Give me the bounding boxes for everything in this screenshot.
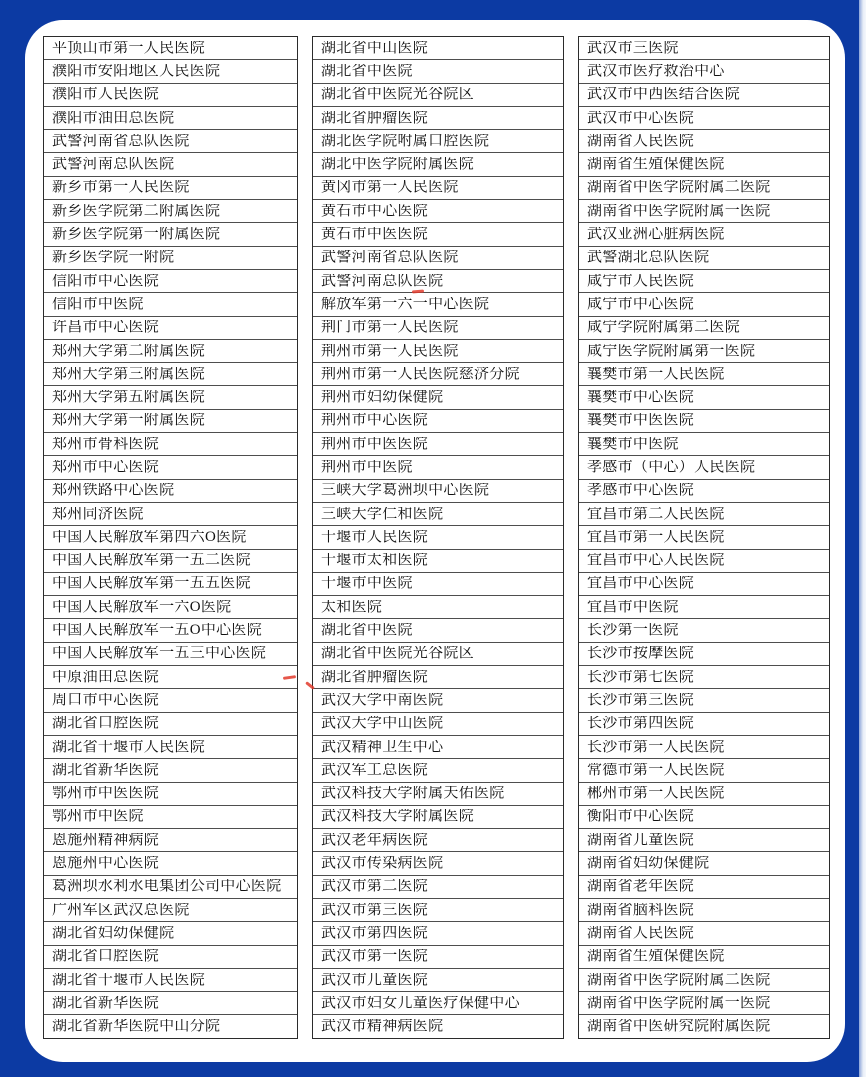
hospital-name: 武汉精神卫生中心 bbox=[321, 739, 444, 755]
hospital-name: 咸宁市中心医院 bbox=[587, 296, 695, 312]
table-row bbox=[579, 759, 829, 782]
hospital-name: 湖北省中医院 bbox=[321, 623, 413, 639]
table-row bbox=[44, 596, 297, 619]
table-row bbox=[579, 200, 829, 223]
table-row bbox=[44, 480, 297, 503]
table-row bbox=[579, 456, 829, 479]
table-row bbox=[44, 783, 297, 806]
table-row bbox=[313, 433, 563, 456]
hospital-name: 武汉军工总医院 bbox=[321, 762, 429, 778]
hospital-name: 宜昌市中医院 bbox=[587, 599, 679, 615]
hospital-name: 湖北省肿瘤医院 bbox=[321, 110, 429, 126]
table-row bbox=[313, 130, 563, 153]
hospital-name: 湖北省十堰市人民医院 bbox=[52, 972, 206, 988]
table-row bbox=[579, 386, 829, 409]
hospital-name: 武汉科技大学附属天佑医院 bbox=[321, 786, 505, 802]
table-row bbox=[313, 386, 563, 409]
hospital-name: 武汉市儿童医院 bbox=[321, 972, 429, 988]
table-row bbox=[579, 550, 829, 573]
hospital-name: 武警河南总队医院 bbox=[52, 157, 175, 173]
table-row bbox=[313, 969, 563, 992]
table-row bbox=[44, 1015, 297, 1037]
hospital-name: 新乡医学院第一附属医院 bbox=[52, 227, 221, 243]
hospital-name: 武警河南省总队医院 bbox=[321, 250, 459, 266]
table-row bbox=[44, 37, 297, 60]
hospital-name: 新乡医学院第二附属医院 bbox=[52, 203, 221, 219]
hospital-name: 解放军第一六一中心医院 bbox=[321, 296, 490, 312]
hospital-name: 周口市中心医院 bbox=[52, 692, 160, 708]
table-row bbox=[579, 876, 829, 899]
table-row bbox=[579, 783, 829, 806]
hospital-name: 信阳市中医院 bbox=[52, 296, 144, 312]
table-row bbox=[313, 107, 563, 130]
table-row bbox=[44, 526, 297, 549]
table-row bbox=[579, 643, 829, 666]
table-row bbox=[313, 550, 563, 573]
hospital-name: 长沙市第四医院 bbox=[587, 716, 695, 732]
hospital-name: 恩施州中心医院 bbox=[52, 856, 160, 872]
table-row bbox=[44, 153, 297, 176]
hospital-name: 襄樊市中医医院 bbox=[587, 413, 695, 429]
hospital-name: 中国人民解放军一五三中心医院 bbox=[52, 646, 267, 662]
hospital-name: 荆门市第一人民医院 bbox=[321, 320, 459, 336]
table-row bbox=[313, 643, 563, 666]
hospital-name: 郑州市中心医院 bbox=[52, 459, 160, 475]
hospital-name: 武汉老年病医院 bbox=[321, 832, 429, 848]
table-row bbox=[579, 363, 829, 386]
hospital-name: 武警河南总队医院 bbox=[321, 273, 444, 289]
hospital-name: 湖北医学院咐属口腔医院 bbox=[321, 133, 490, 149]
table-row bbox=[44, 107, 297, 130]
hospital-name: 湖南省中医学院附属一医院 bbox=[587, 203, 771, 219]
table-row bbox=[44, 969, 297, 992]
table-row bbox=[579, 806, 829, 829]
table-row bbox=[579, 1015, 829, 1037]
hospital-name: 荆州市中心医院 bbox=[321, 413, 429, 429]
table-row bbox=[313, 270, 563, 293]
table-row bbox=[44, 200, 297, 223]
table-row bbox=[579, 60, 829, 83]
table-row bbox=[44, 247, 297, 270]
table-row bbox=[313, 829, 563, 852]
table-row bbox=[44, 852, 297, 875]
hospital-name: 湖北省口腔医院 bbox=[52, 949, 160, 965]
hospital-name: 宜昌市第二人民医院 bbox=[587, 506, 725, 522]
table-row bbox=[579, 293, 829, 316]
hospital-name: 宜昌市中心医院 bbox=[587, 576, 695, 592]
hospital-name: 濮阳市安阳地区人民医院 bbox=[52, 63, 221, 79]
table-row bbox=[44, 60, 297, 83]
table-row bbox=[579, 480, 829, 503]
table-row bbox=[313, 223, 563, 246]
hospital-name: 湖北省新华医院中山分院 bbox=[52, 1019, 221, 1035]
table-row bbox=[579, 969, 829, 992]
hospital-name: 武汉市第四医院 bbox=[321, 925, 429, 941]
hospital-name: 湖北省妇幼保健院 bbox=[52, 925, 175, 941]
table-row bbox=[44, 899, 297, 922]
hospital-table-column-1 bbox=[43, 36, 298, 1039]
table-row bbox=[313, 992, 563, 1015]
hospital-name: 郑州市骨科医院 bbox=[52, 436, 160, 452]
table-row bbox=[44, 456, 297, 479]
hospital-name: 武汉市中西医结合医院 bbox=[587, 87, 741, 103]
table-row bbox=[44, 922, 297, 945]
table-row bbox=[579, 270, 829, 293]
hospital-table-column-3 bbox=[578, 36, 830, 1039]
table-row bbox=[44, 759, 297, 782]
table-row bbox=[313, 899, 563, 922]
hospital-name: 黄冈市第一人民医院 bbox=[321, 180, 459, 196]
table-row bbox=[313, 876, 563, 899]
table-row bbox=[579, 922, 829, 945]
hospital-name: 十堰市人民医院 bbox=[321, 529, 429, 545]
table-row bbox=[579, 829, 829, 852]
hospital-name: 郑州大学第一附属医院 bbox=[52, 413, 206, 429]
hospital-name: 湖南省生殖保健医院 bbox=[587, 949, 725, 965]
hospital-name: 武汉市三医院 bbox=[587, 40, 679, 56]
hospital-name: 濮阳市油田总医院 bbox=[52, 110, 175, 126]
hospital-name: 葛洲坝水利水电集团公司中心医院 bbox=[52, 879, 282, 895]
table-row bbox=[579, 84, 829, 107]
table-row bbox=[313, 946, 563, 969]
table-row bbox=[579, 177, 829, 200]
hospital-name: 郑州大学第五附属医院 bbox=[52, 390, 206, 406]
hospital-name: 中国人民解放军一六O医院 bbox=[52, 599, 232, 615]
table-row bbox=[579, 37, 829, 60]
table-row bbox=[313, 60, 563, 83]
hospital-name: 湖北省口腔医院 bbox=[52, 716, 160, 732]
hospital-name: 湖南省人民医院 bbox=[587, 925, 695, 941]
table-row bbox=[44, 130, 297, 153]
hospital-name: 鄂州市中医医院 bbox=[52, 786, 160, 802]
hospital-name: 三峡大学葛洲坝中心医院 bbox=[321, 483, 490, 499]
table-row bbox=[44, 503, 297, 526]
table-row bbox=[579, 503, 829, 526]
table-row bbox=[579, 433, 829, 456]
hospital-name: 平顶山市第一人民医院 bbox=[52, 40, 206, 56]
hospital-name: 荆州市第一人民医院 bbox=[321, 343, 459, 359]
hospital-name: 湖北省中医院 bbox=[321, 63, 413, 79]
hospital-name: 武汉市第二医院 bbox=[321, 879, 429, 895]
table-row bbox=[44, 736, 297, 759]
table-row bbox=[44, 573, 297, 596]
table-row bbox=[44, 363, 297, 386]
table-row bbox=[313, 666, 563, 689]
hospital-name: 鄂州市中医院 bbox=[52, 809, 144, 825]
table-row bbox=[44, 946, 297, 969]
hospital-name: 湖北省中医院光谷院区 bbox=[321, 646, 475, 662]
table-row bbox=[579, 410, 829, 433]
hospital-name: 武汉大学中山医院 bbox=[321, 716, 444, 732]
table-row bbox=[579, 340, 829, 363]
table-row bbox=[44, 713, 297, 736]
hospital-name: 郑州铁路中心医院 bbox=[52, 483, 175, 499]
hospital-name: 武警河南省总队医院 bbox=[52, 133, 190, 149]
table-row bbox=[313, 689, 563, 712]
hospital-name: 太和医院 bbox=[321, 599, 383, 615]
table-row bbox=[44, 992, 297, 1015]
table-row bbox=[44, 410, 297, 433]
table-row bbox=[579, 689, 829, 712]
table-row bbox=[579, 666, 829, 689]
hospital-name: 湖南省脑科医院 bbox=[587, 902, 695, 918]
table-row bbox=[44, 550, 297, 573]
hospital-name: 黄石市中心医院 bbox=[321, 203, 429, 219]
hospital-name: 三峡大学仁和医院 bbox=[321, 506, 444, 522]
hospital-name: 长沙市第一人民医院 bbox=[587, 739, 725, 755]
table-row bbox=[313, 317, 563, 340]
hospital-name: 武汉市中心医院 bbox=[587, 110, 695, 126]
hospital-name: 郑州大学第三附属医院 bbox=[52, 366, 206, 382]
hospital-name: 湖北省肿瘤医院 bbox=[321, 669, 429, 685]
table-row bbox=[313, 247, 563, 270]
table-row bbox=[579, 317, 829, 340]
table-row bbox=[313, 1015, 563, 1037]
hospital-name: 十堰市太和医院 bbox=[321, 553, 429, 569]
hospital-name: 湖南省妇幼保健院 bbox=[587, 856, 710, 872]
hospital-name: 郑州同济医院 bbox=[52, 506, 144, 522]
hospital-name: 湖南省人民医院 bbox=[587, 133, 695, 149]
hospital-name: 衡阳市中心医院 bbox=[587, 809, 695, 825]
table-row bbox=[313, 480, 563, 503]
hospital-name: 宜昌市第一人民医院 bbox=[587, 529, 725, 545]
hospital-name: 常德市第一人民医院 bbox=[587, 762, 725, 778]
hospital-name: 咸宁医学院附属第一医院 bbox=[587, 343, 756, 359]
hospital-name: 襄樊市中医院 bbox=[587, 436, 679, 452]
table-row bbox=[44, 386, 297, 409]
hospital-name: 信阳市中心医院 bbox=[52, 273, 160, 289]
hospital-name: 许昌市中心医院 bbox=[52, 320, 160, 336]
table-row bbox=[44, 666, 297, 689]
table-row bbox=[313, 340, 563, 363]
table-row bbox=[313, 153, 563, 176]
table-row bbox=[313, 852, 563, 875]
hospital-name: 湖北省新华医院 bbox=[52, 995, 160, 1011]
hospital-name: 武警湖北总队医院 bbox=[587, 250, 710, 266]
hospital-name: 武汉市医疗救治中心 bbox=[587, 63, 725, 79]
table-row bbox=[313, 736, 563, 759]
table-row bbox=[579, 573, 829, 596]
table-row bbox=[44, 433, 297, 456]
hospital-name: 湖南省中医学院附属二医院 bbox=[587, 972, 771, 988]
hospital-name: 湖南省儿童医院 bbox=[587, 832, 695, 848]
hospital-name: 长沙市按摩医院 bbox=[587, 646, 695, 662]
hospital-name: 郑州大学第二附属医院 bbox=[52, 343, 206, 359]
table-row bbox=[579, 223, 829, 246]
table-row bbox=[579, 736, 829, 759]
hospital-name: 湖北中医学院附属医院 bbox=[321, 157, 475, 173]
hospital-name: 湖北省十堰市人民医院 bbox=[52, 739, 206, 755]
table-row bbox=[44, 317, 297, 340]
table-row bbox=[313, 84, 563, 107]
hospital-name: 湖南省中医学院附属二医院 bbox=[587, 180, 771, 196]
hospital-name: 武汉亚洲心脏病医院 bbox=[587, 227, 725, 243]
table-row bbox=[579, 619, 829, 642]
hospital-name: 广州军区武汉总医院 bbox=[52, 902, 190, 918]
hospital-name: 中国人民解放军第一五五医院 bbox=[52, 576, 251, 592]
table-row bbox=[313, 573, 563, 596]
table-row bbox=[313, 456, 563, 479]
hospital-name: 咸宁市人民医院 bbox=[587, 273, 695, 289]
hospital-name: 荆州市第一人民医院慈济分院 bbox=[321, 366, 520, 382]
hospital-name: 恩施州精神病院 bbox=[52, 832, 160, 848]
hospital-name: 湖南省中医学院附属一医院 bbox=[587, 995, 771, 1011]
table-row bbox=[313, 806, 563, 829]
table-row bbox=[44, 689, 297, 712]
table-row bbox=[579, 899, 829, 922]
hospital-name: 荆州市中医医院 bbox=[321, 436, 429, 452]
table-row bbox=[44, 619, 297, 642]
hospital-name: 濮阳市人民医院 bbox=[52, 87, 160, 103]
table-row bbox=[44, 293, 297, 316]
table-row bbox=[313, 596, 563, 619]
hospital-name: 武汉市妇女儿童医疗保健中心 bbox=[321, 995, 520, 1011]
table-row bbox=[313, 410, 563, 433]
table-row bbox=[313, 363, 563, 386]
hospital-name: 黄石市中医医院 bbox=[321, 227, 429, 243]
table-row bbox=[44, 643, 297, 666]
hospital-name: 湖南省生殖保健医院 bbox=[587, 157, 725, 173]
table-row bbox=[579, 526, 829, 549]
table-row bbox=[313, 293, 563, 316]
hospital-name: 荆州市妇幼保健院 bbox=[321, 390, 444, 406]
hospital-name: 中国人民解放军第一五二医院 bbox=[52, 553, 251, 569]
table-row bbox=[313, 177, 563, 200]
table-row bbox=[313, 619, 563, 642]
table-row bbox=[313, 37, 563, 60]
table-row bbox=[44, 876, 297, 899]
table-row bbox=[44, 270, 297, 293]
table-row bbox=[313, 503, 563, 526]
table-row bbox=[579, 153, 829, 176]
hospital-name: 襄樊市中心医院 bbox=[587, 390, 695, 406]
table-row bbox=[579, 992, 829, 1015]
hospital-name: 中国人民解放军一五O中心医院 bbox=[52, 623, 263, 639]
hospital-name: 荆州市中医院 bbox=[321, 459, 413, 475]
table-row bbox=[313, 783, 563, 806]
table-row bbox=[313, 759, 563, 782]
hospital-name: 湖北省新华医院 bbox=[52, 762, 160, 778]
hospital-name: 武汉科技大学附属医院 bbox=[321, 809, 475, 825]
right-edge-light-strip bbox=[859, 0, 866, 1077]
table-row bbox=[44, 84, 297, 107]
hospital-name: 湖南省中医研究院附属医院 bbox=[587, 1019, 771, 1035]
hospital-name: 武汉大学中南医院 bbox=[321, 692, 444, 708]
hospital-name: 孝感市中心医院 bbox=[587, 483, 695, 499]
hospital-name: 长沙市第三医院 bbox=[587, 692, 695, 708]
hospital-name: 湖北省中山医院 bbox=[321, 40, 429, 56]
hospital-name: 郴州市第一人民医院 bbox=[587, 786, 725, 802]
hospital-name: 中国人民解放军第四六O医院 bbox=[52, 529, 247, 545]
table-row bbox=[44, 340, 297, 363]
table-row bbox=[579, 107, 829, 130]
hospital-name: 中原油田总医院 bbox=[52, 669, 160, 685]
table-row bbox=[44, 177, 297, 200]
hospital-name: 新乡医学院一附院 bbox=[52, 250, 175, 266]
table-row bbox=[44, 829, 297, 852]
table-row bbox=[579, 852, 829, 875]
table-row bbox=[579, 596, 829, 619]
table-row bbox=[44, 806, 297, 829]
table-row bbox=[313, 526, 563, 549]
hospital-name: 襄樊市第一人民医院 bbox=[587, 366, 725, 382]
hospital-name: 咸宁学院附属第二医院 bbox=[587, 320, 741, 336]
hospital-name: 武汉市传染病医院 bbox=[321, 856, 444, 872]
hospital-name: 长沙市第七医院 bbox=[587, 669, 695, 685]
table-row bbox=[313, 713, 563, 736]
table-row bbox=[579, 946, 829, 969]
hospital-name: 宜昌市中心人民医院 bbox=[587, 553, 725, 569]
table-row bbox=[579, 247, 829, 270]
hospital-table-column-2 bbox=[312, 36, 564, 1039]
hospital-name: 武汉市第三医院 bbox=[321, 902, 429, 918]
hospital-name: 武汉市精神病医院 bbox=[321, 1019, 444, 1035]
table-row bbox=[313, 200, 563, 223]
hospital-name: 新乡市第一人民医院 bbox=[52, 180, 190, 196]
hospital-name: 湖南省老年医院 bbox=[587, 879, 695, 895]
table-row bbox=[313, 922, 563, 945]
table-row bbox=[44, 223, 297, 246]
hospital-name: 十堰市中医院 bbox=[321, 576, 413, 592]
hospital-name: 湖北省中医院光谷院区 bbox=[321, 87, 475, 103]
table-row bbox=[579, 130, 829, 153]
hospital-name: 孝感市（中心）人民医院 bbox=[587, 459, 756, 475]
hospital-name: 长沙第一医院 bbox=[587, 623, 679, 639]
table-row bbox=[579, 713, 829, 736]
hospital-name: 武汉市第一医院 bbox=[321, 949, 429, 965]
